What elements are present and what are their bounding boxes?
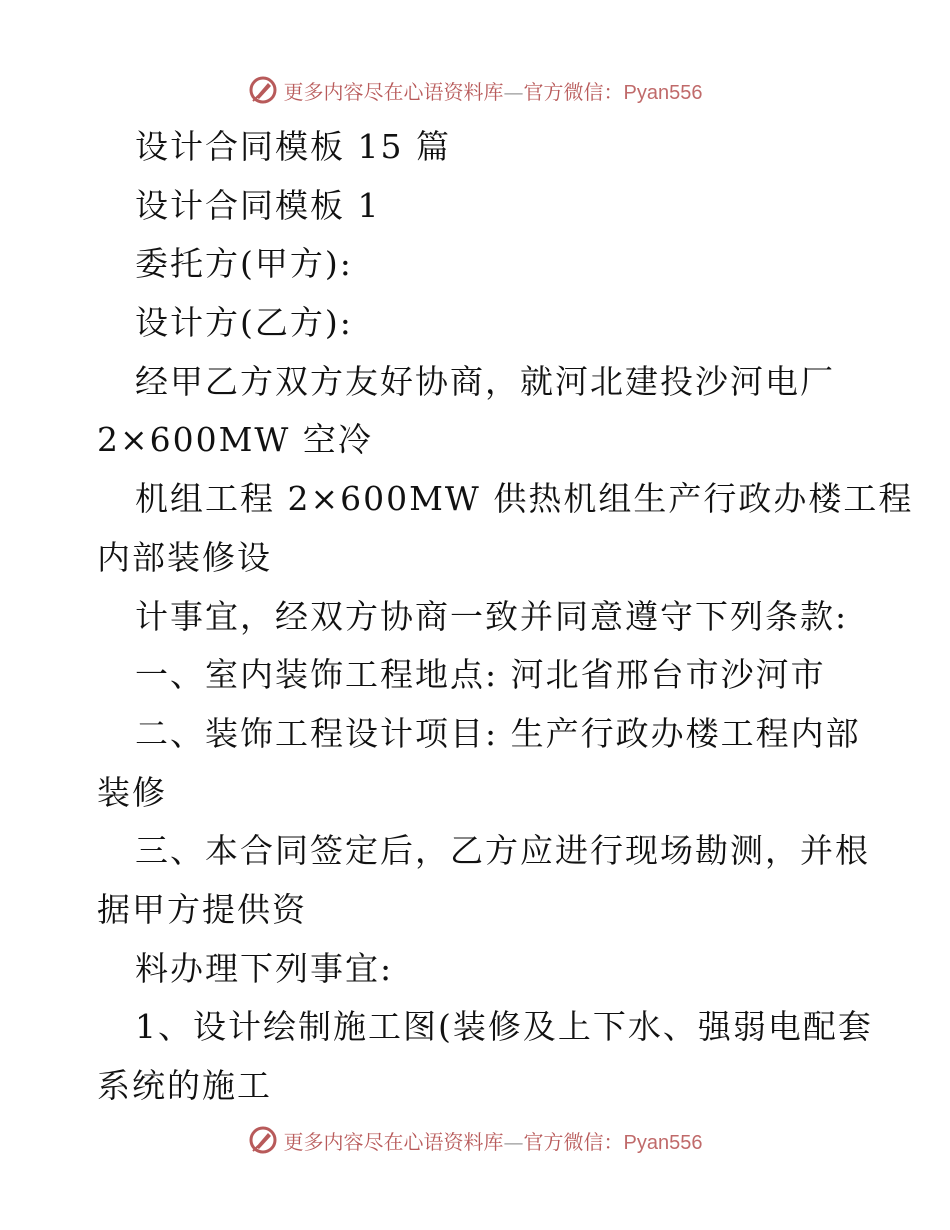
paragraph-line: 计事宜，经双方协商一致并同意遵守下列条款: bbox=[135, 596, 849, 636]
footer-watermark bbox=[0, 1120, 950, 1160]
clause-line: 料办理下列事宜: bbox=[135, 948, 394, 988]
document-body bbox=[0, 118, 950, 1116]
paragraph-line: 2×600MW 空冷 bbox=[97, 420, 373, 460]
party-a-line: 委托方(甲方): bbox=[135, 244, 353, 284]
clause-line: 据甲方提供资 bbox=[97, 889, 307, 929]
watermark-text: 更多内容尽在心语资料库—官方微信：Pyan556 bbox=[283, 1129, 703, 1154]
feather-pen-logo-icon bbox=[248, 1125, 278, 1155]
clause-line: 三、本合同签定后，乙方应进行现场勘测，并根 bbox=[135, 831, 870, 871]
clause-line: 1、设计绘制施工图(装修及上下水、强弱电配套 bbox=[135, 1007, 873, 1047]
paragraph-line: 经甲乙方双方友好协商，就河北建投沙河电厂 bbox=[135, 361, 835, 401]
party-b-line: 设计方(乙方): bbox=[135, 303, 353, 343]
clause-line: 二、装饰工程设计项目: 生产行政办楼工程内部 bbox=[135, 713, 861, 753]
clause-line: 装修 bbox=[97, 772, 167, 812]
doc-subtitle: 设计合同模板 1 bbox=[135, 185, 381, 225]
watermark-text: 更多内容尽在心语资料库—官方微信：Pyan556 bbox=[283, 79, 703, 104]
feather-pen-logo-icon bbox=[248, 75, 278, 105]
paragraph-line: 内部装修设 bbox=[97, 537, 272, 577]
clause-line: 系统的施工 bbox=[97, 1066, 272, 1105]
clause-line: 一、室内装饰工程地点: 河北省邢台市沙河市 bbox=[135, 655, 826, 695]
header-watermark bbox=[0, 70, 950, 110]
doc-title: 设计合同模板 15 篇 bbox=[135, 127, 451, 166]
paragraph-line: 机组工程 2×600MW 供热机组生产行政办楼工程 bbox=[135, 479, 914, 519]
